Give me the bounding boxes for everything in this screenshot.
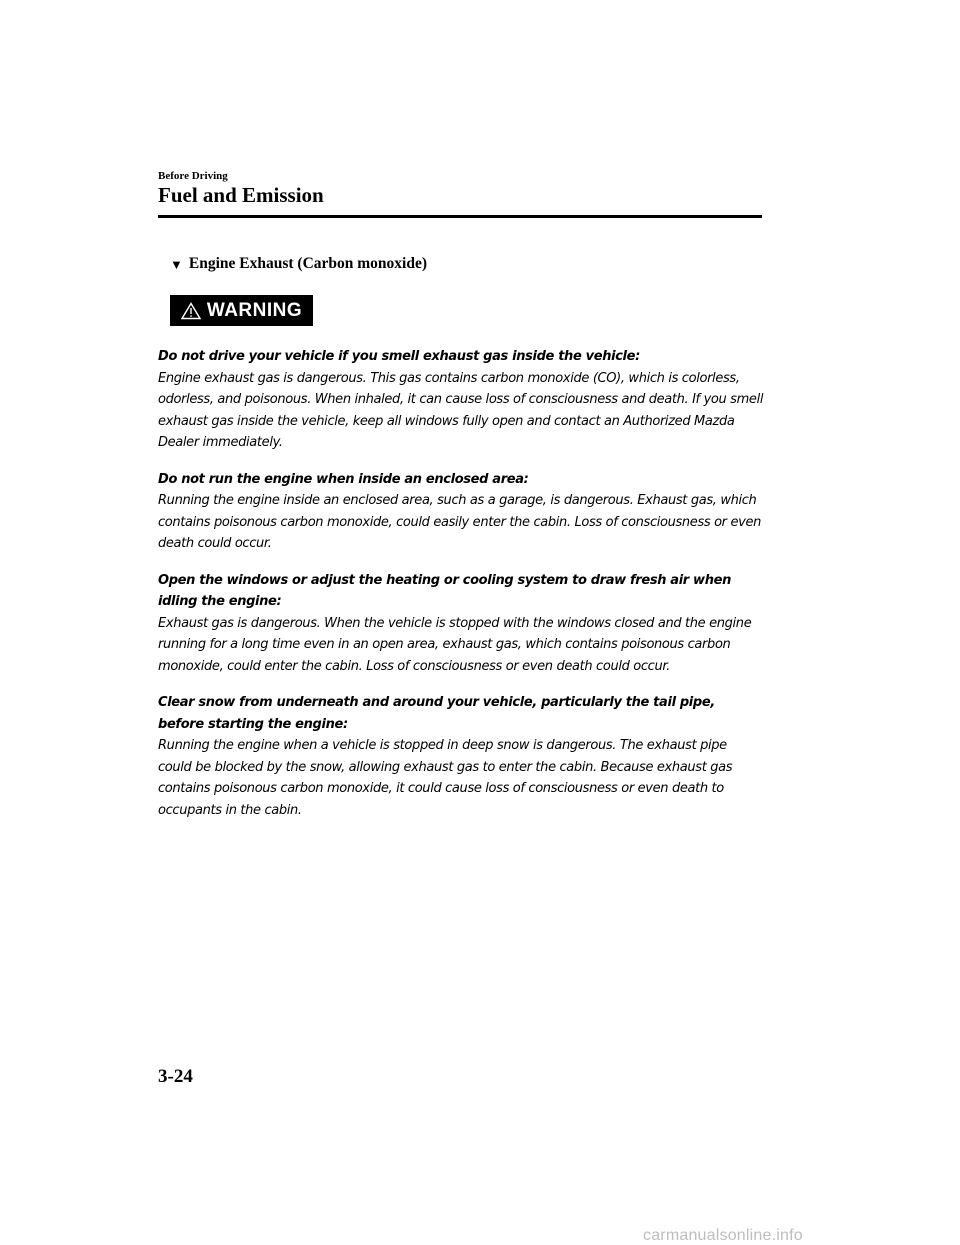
warning-content — [158, 346, 764, 836]
paragraph-title: Clear snow from underneath and around your vehicle, particularly the tail pipe, before starting the engine: — [158, 695, 715, 732]
paragraph-title: Do not run the engine when inside an enclosed area: — [158, 471, 529, 487]
paragraph-body: Running the engine inside an enclosed area, such as a garage, is dangerous. Exhaust gas, which contains poisonous carbon monoxide, could easily enter the cabin. Loss of consciousness or even death could occur. — [158, 493, 761, 551]
warning-paragraph — [158, 570, 764, 678]
paragraph-title: Do not drive your vehicle if you smell exhaust gas inside the vehicle: — [158, 349, 640, 364]
subheading-text: Engine Exhaust (Carbon monoxide) — [188, 255, 428, 272]
paragraph-body: Engine exhaust gas is dangerous. This gas contains carbon monoxide (CO), which is colorless, odorless, and poisonous. When inhaled, it can cause loss of consciousness and death. If you smell exhaust gas inside the vehicle, keep all windows fully open and contact an Authorized Mazda Dealer immediately. — [158, 370, 764, 450]
page-number: 3-24 — [158, 1066, 193, 1087]
warning-triangle-icon — [181, 302, 201, 320]
header-divider — [158, 215, 762, 218]
paragraph-title: Open the windows or adjust the heating or cooling system to draw fresh air when idling the engine: — [158, 572, 731, 609]
warning-paragraph — [158, 346, 764, 454]
warning-badge — [170, 295, 313, 326]
warning-paragraph — [158, 469, 764, 555]
warning-label: WARNING — [206, 299, 303, 321]
section-label: Before Driving — [158, 170, 228, 182]
paragraph-body: Exhaust gas is dangerous. When the vehicle is stopped with the windows closed and the engine running for a long time even in an open area, exhaust gas, which contains poisonous carbon monoxide, could enter the cabin. Loss of consciousness or even death could occur. — [158, 615, 752, 674]
warning-paragraph — [158, 692, 764, 821]
paragraph-body: Running the engine when a vehicle is stopped in deep snow is dangerous. The exhaust pipe could be blocked by the snow, allowing exhaust gas to enter the cabin. Because exhaust gas contains poisonous carbon monoxide, it could cause loss of consciousness or even death to occupants in the cabin. — [158, 738, 733, 818]
triangle-down-icon: ▼ — [170, 257, 183, 272]
chapter-title: Fuel and Emission — [158, 183, 324, 207]
watermark: carmanualsonline.info — [643, 1227, 803, 1244]
subheading — [170, 255, 427, 273]
